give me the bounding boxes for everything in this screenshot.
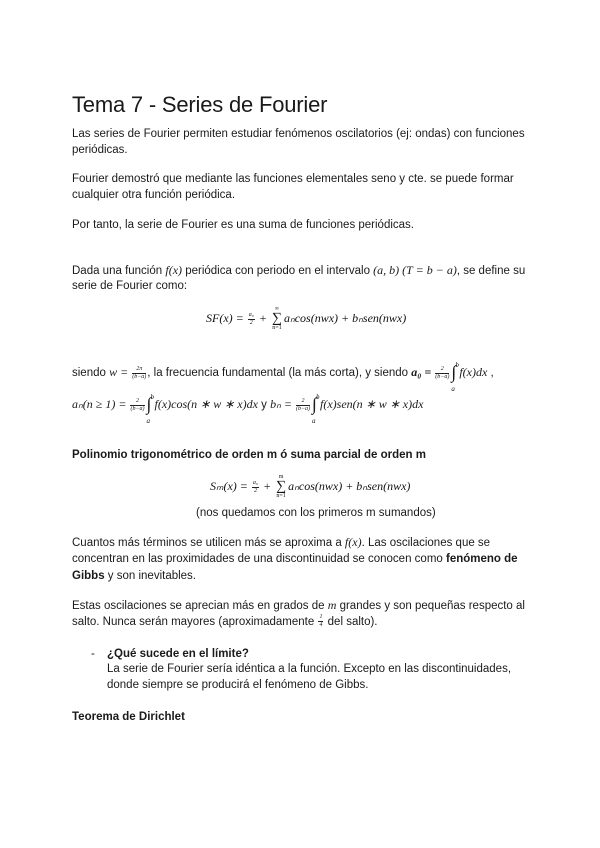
denominator: 2 [253, 487, 257, 494]
formula-body: aₙcos(nwx) + bₙsen(nwx) [283, 310, 407, 325]
integral-lower: a [312, 417, 316, 425]
math-w: w = [109, 365, 132, 380]
sigma-icon: ∑ [271, 311, 282, 326]
math-bn: bₙ = [270, 397, 295, 412]
formula-lhs: Sₘ(x) = [210, 478, 251, 493]
summation [272, 306, 282, 332]
denominator: (b−a) [132, 373, 147, 380]
paragraph-fourier-line1: Fourier demostró que mediante las funciones elementales seno y cte. se puede formar [72, 173, 514, 185]
numerator: a₀ [248, 311, 254, 318]
page-title: Tema 7 - Series de Fourier [72, 92, 328, 117]
bullet-answer-line1: La serie de Fourier sería idéntica a la función. Excepto en las discontinuidades, [107, 663, 512, 675]
math-fx: f(x) [165, 263, 183, 277]
denominator: (b−a) [295, 405, 310, 412]
text: , la frecuencia fundamental (la más corta), y siendo [147, 367, 412, 380]
denominator: (b−a) [130, 405, 145, 412]
text: y [257, 399, 271, 412]
sum-top: ∞ [274, 306, 280, 312]
formula-lhs: SF(x) = [206, 310, 247, 325]
integral-upper: b [455, 361, 459, 369]
denominator: (b−a) [435, 373, 450, 380]
numerator: 2 [130, 398, 144, 406]
integral-lower: a [451, 385, 455, 393]
bullet-question: ¿Qué sucede en el límite? [107, 648, 249, 660]
text: salto. Nunca serán mayores (aproximadamente [72, 616, 318, 628]
text: y son inevitables. [104, 570, 197, 582]
numerator: 2 [435, 366, 449, 374]
numerator: a₀ [252, 479, 258, 486]
paragraph-oscillations-line1 [72, 597, 525, 615]
numerator: 1 [319, 614, 323, 621]
text: periódica con periodo en el intervalo [182, 265, 374, 277]
math-a0-body: f(x)dx [459, 365, 488, 380]
fraction-an [130, 398, 144, 413]
heading-dirichlet: Teorema de Dirichlet [72, 711, 185, 723]
text: del salto). [324, 616, 378, 628]
text: Estas oscilaciones se aprecian más en grados de [72, 600, 328, 612]
math-fx: f(x) [344, 535, 362, 549]
text: Cuantos más términos se utilicen más se aproxima a [72, 537, 345, 549]
math-bn-body: f(x)sen(n ∗ w ∗ x)dx [320, 397, 424, 412]
numerator: 2π [132, 366, 146, 374]
math-interval: (a, b) (T = b − a) [373, 263, 457, 277]
formula-body: aₙcos(nwx) + bₙsen(nwx) [288, 478, 411, 493]
paragraph-coefficients [72, 392, 424, 425]
denominator: 4 [319, 622, 323, 629]
formula-fourier-series [206, 306, 406, 332]
paragraph-intro-line1: Las series de Fourier permiten estudiar fenómenos oscilatorios (ej: ondas) con funciones [72, 128, 525, 140]
bold-term: fenómeno de [446, 553, 518, 565]
fraction-a0-over-2 [248, 312, 255, 327]
text: siendo [72, 367, 110, 380]
heading-polinomio: Polinomio trigonométrico de orden m ó suma parcial de orden m [72, 449, 426, 461]
math-an-body: f(x)cos(n ∗ w ∗ x)dx [154, 397, 258, 412]
formula-note: (nos quedamos con los primeros m sumandos) [196, 507, 436, 519]
paragraph-gibbs-line3 [72, 568, 196, 585]
text: , [487, 367, 494, 380]
integral-icon: ∫ b a [146, 392, 155, 418]
integral-icon: ∫ b a [311, 392, 320, 418]
text: . Las oscilaciones que se [361, 537, 491, 549]
text: Dada una función [72, 265, 166, 277]
integral-lower: a [146, 417, 151, 425]
integral-icon: ∫ b a [450, 360, 459, 386]
integral-upper: b [150, 393, 155, 401]
fraction-w [132, 366, 146, 381]
summation [276, 474, 286, 500]
paragraph-definition-line2: serie de Fourier como: [72, 280, 188, 292]
fraction-a0-over-2 [252, 480, 259, 495]
text: grandes y son pequeñas respecto al [336, 600, 525, 612]
sum-bottom: n=1 [276, 493, 286, 499]
sum-top: m [278, 474, 284, 480]
math-a0: a₀ = [411, 365, 435, 380]
bullet-dash: - [91, 648, 95, 660]
bullet-answer-line2: donde siempre se producirá el fenómeno de Gibbs. [107, 679, 369, 691]
paragraph-fourier-line2: cualquier otra función periódica. [72, 189, 236, 201]
text: concentran en las proximidades de una discontinuidad se conocen como [72, 553, 446, 565]
paragraph-sum: Por tanto, la serie de Fourier es una suma de funciones periódicas. [72, 219, 414, 231]
sigma-icon: ∑ [276, 479, 287, 494]
fraction-bn [296, 398, 310, 413]
bold-term: Gibbs [72, 570, 105, 582]
paragraph-intro-line2: periódicas. [72, 144, 128, 156]
fraction-coef [435, 366, 449, 381]
paragraph-siendo [72, 360, 494, 393]
numerator: 2 [296, 398, 310, 406]
paragraph-oscillations-line2 [72, 614, 378, 631]
math-an: aₙ(n ≥ 1) = [72, 397, 130, 412]
plus-sign: + [255, 310, 270, 325]
fraction-one-quarter [318, 614, 323, 629]
sum-bottom: n=1 [272, 325, 282, 331]
denominator: 2 [249, 319, 253, 326]
formula-partial-sum [210, 474, 410, 500]
plus-sign: + [260, 478, 275, 493]
integral-upper: b [316, 393, 320, 401]
paragraph-gibbs-line1 [72, 534, 490, 552]
text: , se define su [456, 265, 526, 277]
math-m: m [327, 598, 337, 612]
paragraph-gibbs-line2 [72, 551, 518, 568]
